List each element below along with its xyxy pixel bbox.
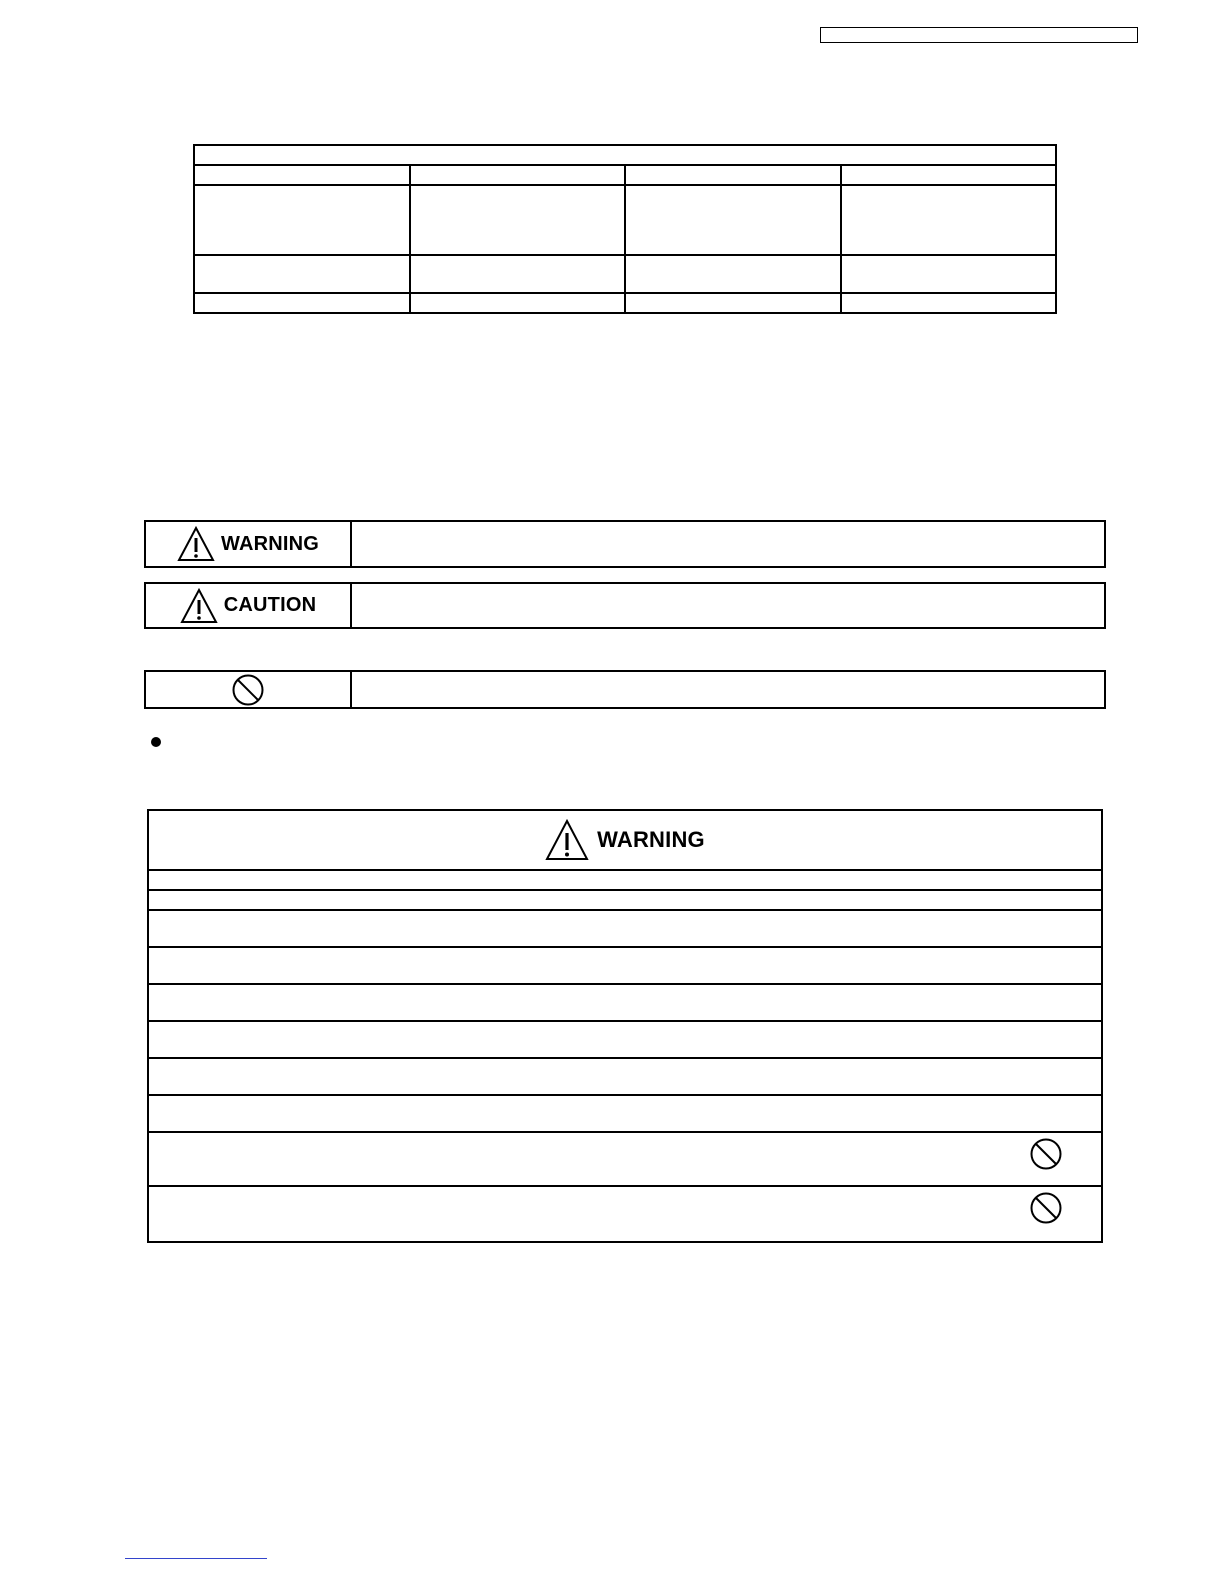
table-cell — [194, 145, 1056, 165]
table-row — [149, 871, 1101, 891]
table-cell — [194, 165, 410, 185]
caution-label-text: CAUTION — [223, 594, 317, 616]
table-row — [149, 1096, 1101, 1133]
warning-triangle-icon — [545, 819, 589, 861]
prohibition-description-cell — [352, 672, 1104, 707]
prohibition-icon — [1029, 1137, 1063, 1171]
table-cell — [194, 185, 410, 255]
caution-description-cell — [352, 584, 1104, 627]
footer-link-underline[interactable] — [125, 1558, 267, 1559]
table-row — [194, 255, 1056, 293]
warning-label-text: WARNING — [220, 532, 320, 555]
table-cell — [625, 255, 841, 293]
table-cell — [194, 255, 410, 293]
table-row — [149, 1133, 1101, 1187]
caution-triangle-icon — [180, 588, 218, 624]
table-cell — [625, 293, 841, 313]
table-cell — [410, 293, 626, 313]
warning-label-cell — [146, 522, 352, 566]
table-row — [149, 985, 1101, 1022]
table-cell — [410, 165, 626, 185]
table-row — [194, 145, 1056, 165]
table-cell — [410, 255, 626, 293]
prohibition-icon — [231, 673, 265, 707]
table-cell — [194, 293, 410, 313]
warning-table-header — [149, 811, 1101, 871]
table-row — [149, 911, 1101, 948]
model-number-box — [820, 27, 1138, 43]
prohibition-label-box — [144, 670, 1106, 709]
warning-description-cell — [352, 522, 1104, 566]
warning-label-box — [144, 520, 1106, 568]
specification-table — [193, 144, 1057, 314]
table-row — [149, 1059, 1101, 1096]
table-cell — [625, 185, 841, 255]
caution-label-cell — [146, 584, 352, 627]
table-cell — [410, 185, 626, 255]
prohibition-symbol-cell — [146, 672, 352, 707]
table-cell — [841, 293, 1057, 313]
table-row — [149, 1022, 1101, 1059]
table-row — [149, 948, 1101, 985]
table-row — [194, 165, 1056, 185]
warning-table — [147, 809, 1103, 1243]
prohibition-icon — [1029, 1191, 1063, 1225]
bullet-point — [151, 737, 161, 747]
warning-table-title: WARNING — [597, 827, 705, 852]
table-row — [149, 1187, 1101, 1241]
table-row — [149, 891, 1101, 911]
table-row — [194, 293, 1056, 313]
table-cell — [841, 185, 1057, 255]
table-row — [194, 185, 1056, 255]
table-cell — [625, 165, 841, 185]
table-cell — [841, 165, 1057, 185]
warning-triangle-icon — [177, 526, 215, 562]
caution-label-box — [144, 582, 1106, 629]
table-cell — [841, 255, 1057, 293]
